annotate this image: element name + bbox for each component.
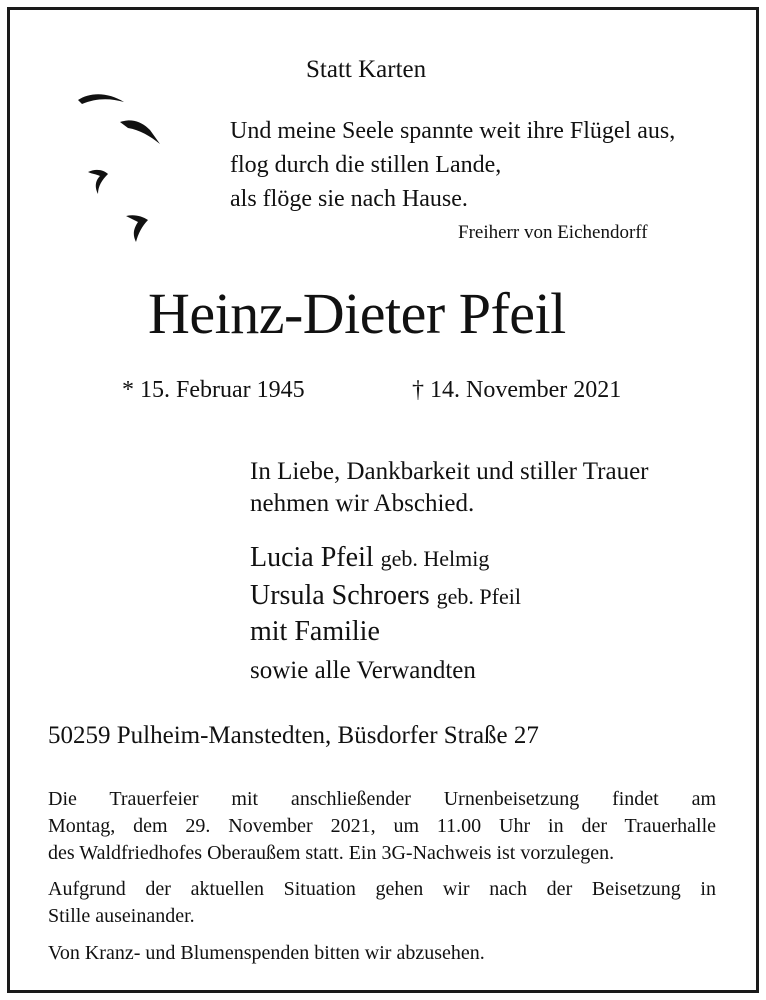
bird-icon: [120, 120, 160, 144]
notice-line: Aufgrund der aktuellen Situation gehen wir nach der Beisetzung in: [48, 878, 716, 900]
mourner-entry: [250, 580, 521, 612]
bird-icon: [126, 215, 148, 242]
poem-line: als flöge sie nach Hause.: [230, 186, 468, 212]
bird-icon: [88, 170, 108, 194]
mourner-name: Lucia Pfeil: [250, 542, 374, 573]
header-title: Statt Karten: [306, 56, 427, 83]
bird-icon: [78, 94, 124, 104]
deceased-name: Heinz-Dieter Pfeil: [148, 281, 566, 346]
poem-author: Freiherr von Eichendorff: [458, 222, 648, 243]
address: 50259 Pulheim-Manstedten, Büsdorfer Straße 27: [48, 722, 539, 749]
notice-line: des Waldfriedhofes Oberaußem statt. Ein 3G-Nachweis ist vorzulegen.: [48, 842, 615, 864]
poem-line: flog durch die stillen Lande,: [230, 152, 502, 178]
poem-line: Und meine Seele spannte weit ihre Flügel aus,: [230, 118, 676, 144]
mourner-entry: [250, 616, 380, 648]
mourner-name: mit Familie: [250, 616, 380, 647]
mourner-note: geb. Pfeil: [436, 584, 521, 609]
death-date: † 14. November 2021: [412, 377, 622, 403]
notice-line: Von Kranz- und Blumenspenden bitten wir abzusehen.: [48, 942, 485, 964]
notice-line: Stille auseinander.: [48, 905, 195, 927]
mourner-name: Ursula Schroers: [250, 580, 430, 611]
notice-line: Montag, dem 29. November 2021, um 11.00 Uhr in der Trauerhalle: [48, 815, 716, 837]
mourner-entry: [250, 542, 489, 574]
farewell-line: In Liebe, Dankbarkeit und stiller Trauer: [250, 458, 649, 485]
birth-date: * 15. Februar 1945: [122, 377, 305, 403]
relatives-line: sowie alle Verwandten: [250, 657, 476, 684]
notice-line: Die Trauerfeier mit anschließender Urnenbeisetzung findet am: [48, 788, 716, 810]
farewell-line: nehmen wir Abschied.: [250, 490, 475, 517]
birds-illustration: [70, 88, 180, 258]
mourner-note: geb. Helmig: [380, 546, 490, 571]
